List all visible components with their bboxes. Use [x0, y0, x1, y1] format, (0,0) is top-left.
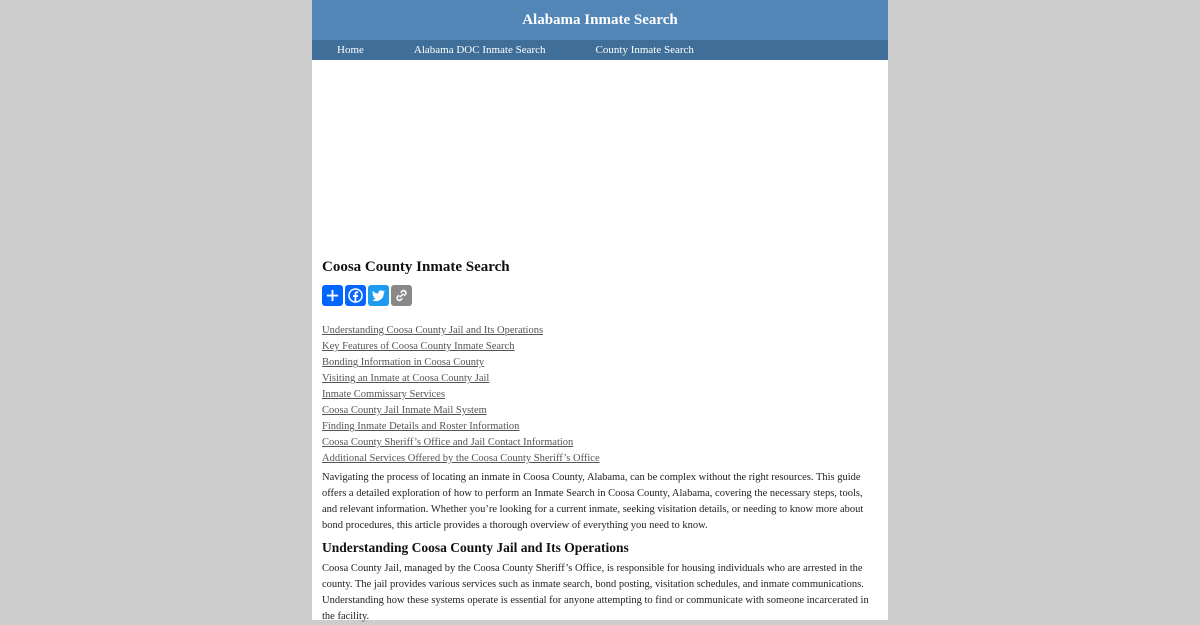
toc-link[interactable]: Bonding Information in Coosa County	[322, 357, 485, 368]
article-content	[312, 256, 888, 625]
intro-paragraph: Navigating the process of locating an inmate in Coosa County, Alabama, can be complex without the right resources. This guide offers a detailed exploration of how to perform an Inmate Search in Coosa County, Alabama, covering the necessary steps, tools, and relevant information. Whether you’re looking for a current inmate, seeking visitation details, or needing to know more about bond procedures, this article provides a thorough overview of everything you need to know.	[322, 472, 864, 531]
site-header	[312, 0, 888, 40]
copy-link-button[interactable]	[391, 285, 412, 306]
toc-link[interactable]: Coosa County Jail Inmate Mail System	[322, 405, 487, 416]
facebook-icon	[348, 288, 363, 303]
ad-placeholder	[312, 60, 888, 256]
link-icon	[394, 288, 409, 303]
toc-item	[322, 339, 878, 355]
toc-item	[322, 355, 878, 371]
toc-item	[322, 419, 878, 435]
facebook-share-button[interactable]	[345, 285, 366, 306]
toc-link[interactable]: Inmate Commissary Services	[322, 389, 446, 400]
page-container	[312, 0, 888, 620]
section-paragraph: Coosa County Jail, managed by the Coosa County Sheriff’s Office, is responsible for housing individuals who are arrested in the county. The jail provides various services such as inmate search, bond posting, visitation schedules, and inmate communications. Understanding how these systems operate is essential for anyone attempting to find or communicate with someone incarcerated in the facility.	[322, 563, 869, 622]
share-button[interactable]	[322, 285, 343, 306]
toc-link[interactable]: Understanding Coosa County Jail and Its Operations	[322, 325, 544, 336]
nav-item-home[interactable]: Home	[337, 44, 364, 56]
toc-link[interactable]: Coosa County Sheriff’s Office and Jail Contact Information	[322, 437, 574, 448]
nav-item-alabama-doc-inmate-search[interactable]: Alabama DOC Inmate Search	[413, 44, 546, 56]
share-buttons	[322, 285, 878, 306]
toc-link[interactable]: Visiting an Inmate at Coosa County Jail	[322, 373, 490, 384]
toc-link[interactable]: Finding Inmate Details and Roster Information	[322, 421, 520, 432]
toc-link[interactable]: Key Features of Coosa County Inmate Search	[322, 341, 515, 352]
toc-item	[322, 387, 878, 403]
main-nav	[312, 40, 888, 60]
toc-item	[322, 371, 878, 387]
page-title: Coosa County Inmate Search	[322, 259, 510, 275]
nav-item-county-inmate-search[interactable]: County Inmate Search	[595, 44, 694, 56]
site-title[interactable]: Alabama Inmate Search	[522, 11, 678, 28]
twitter-icon	[371, 288, 386, 303]
toc-link[interactable]: Additional Services Offered by the Coosa County Sheriff’s Office	[322, 453, 600, 464]
toc-item	[322, 435, 878, 451]
toc-item	[322, 451, 878, 467]
section-heading: Understanding Coosa County Jail and Its Operations	[322, 540, 629, 555]
toc-item	[322, 403, 878, 419]
toc-item	[322, 323, 878, 339]
table-of-contents	[322, 323, 878, 467]
plus-icon	[325, 288, 340, 303]
twitter-share-button[interactable]	[368, 285, 389, 306]
